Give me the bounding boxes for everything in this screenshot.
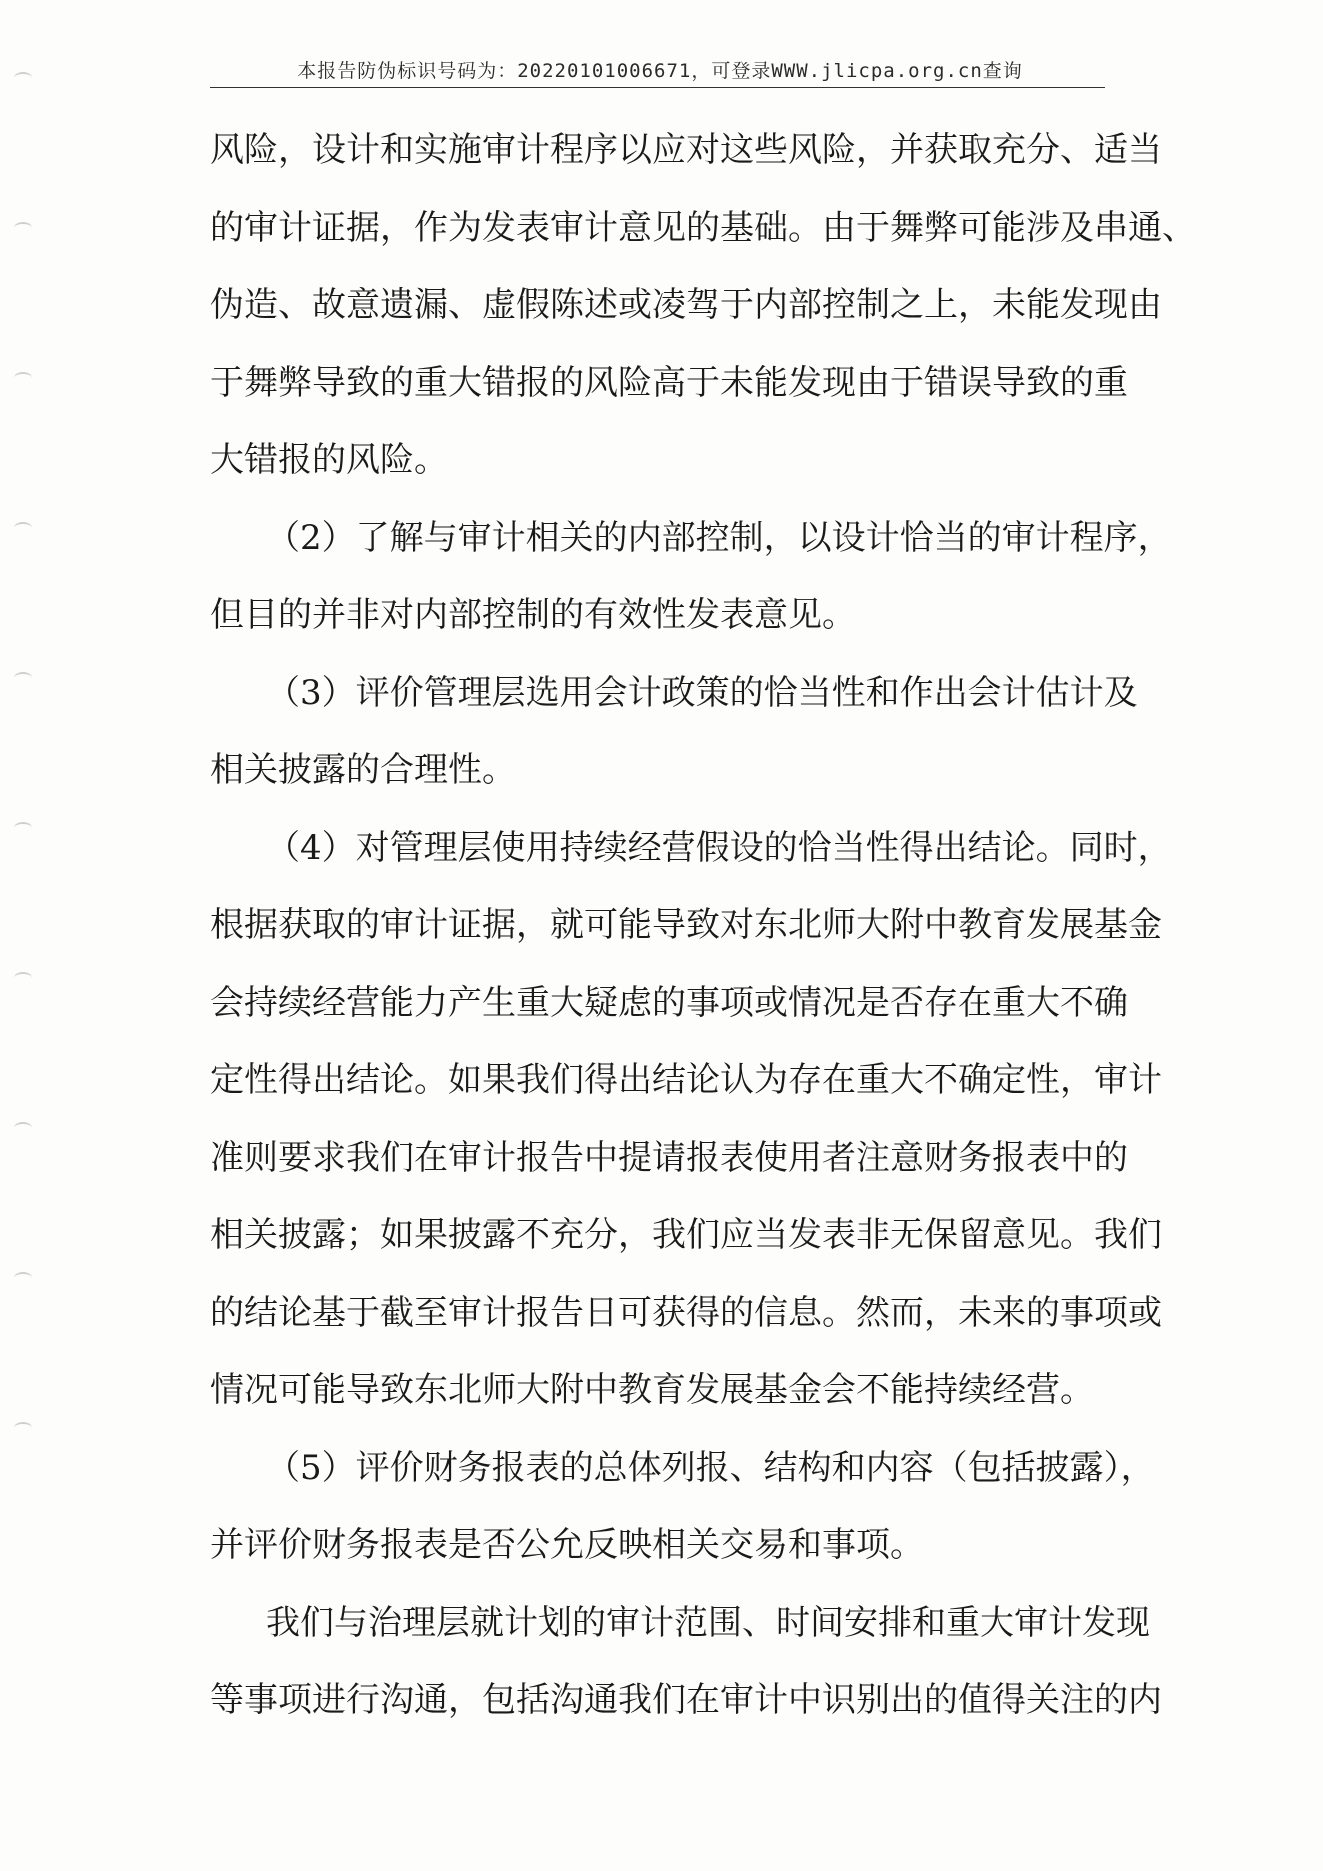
text-line: 根据获取的审计证据，就可能导致对东北师大附中教育发展基金 <box>210 905 1162 945</box>
punch-hole-mark <box>14 972 32 984</box>
punch-hole-mark <box>14 1422 32 1434</box>
text-line: （2）了解与审计相关的内部控制，以设计恰当的审计程序， <box>266 517 1172 558</box>
text-line: 我们与治理层就计划的审计范围、时间安排和重大审计发现 <box>266 1602 1150 1643</box>
text-line: 准则要求我们在审计报告中提请报表使用者注意财务报表中的 <box>210 1137 1128 1178</box>
text-line: （5）评价财务报表的总体列报、结构和内容（包括披露）， <box>266 1447 1155 1488</box>
text-line: 的审计证据，作为发表审计意见的基础。由于舞弊可能涉及串通、 <box>210 207 1196 248</box>
text-line: 情况可能导致东北师大附中教育发展基金会不能持续经营。 <box>210 1370 1094 1410</box>
punch-hole-mark <box>14 672 32 684</box>
punch-hole-mark <box>14 822 32 834</box>
punch-hole-mark <box>14 222 32 234</box>
text-line: 的结论基于截至审计报告日可获得的信息。然而，未来的事项或 <box>210 1292 1162 1333</box>
text-line: 定性得出结论。如果我们得出结论认为存在重大不确定性，审计 <box>210 1060 1162 1100</box>
text-line: （4）对管理层使用持续经营假设的恰当性得出结论。同时， <box>266 827 1172 868</box>
text-line: 风险，设计和实施审计程序以应对这些风险，并获取充分、适当 <box>210 130 1162 170</box>
text-line: 相关披露的合理性。 <box>210 750 516 790</box>
text-line: 于舞弊导致的重大错报的风险高于未能发现由于错误导致的重 <box>210 362 1128 403</box>
header-rule <box>210 87 1105 88</box>
text-line: 伪造、故意遗漏、虚假陈述或凌驾于内部控制之上，未能发现由 <box>210 285 1162 325</box>
text-line: 但目的并非对内部控制的有效性发表意见。 <box>210 595 856 635</box>
text-line: 等事项进行沟通，包括沟通我们在审计中识别出的值得关注的内 <box>210 1680 1162 1720</box>
punch-hole-mark <box>14 522 32 534</box>
text-line: 并评价财务报表是否公允反映相关交易和事项。 <box>210 1525 924 1565</box>
report-body <box>210 112 1196 1740</box>
punch-hole-mark <box>14 372 32 384</box>
anti-counterfeit-header: 本报告防伪标识号码为：20220101006671，可登录WWW.jlicpa.org.cn查询 <box>297 60 1023 82</box>
punch-hole-mark <box>14 72 32 84</box>
text-line: 会持续经营能力产生重大疑虑的事项或情况是否存在重大不确 <box>210 982 1128 1023</box>
text-line: （3）评价管理层选用会计政策的恰当性和作出会计估计及 <box>266 672 1138 713</box>
punch-hole-mark <box>14 1122 32 1134</box>
text-line: 大错报的风险。 <box>210 440 448 480</box>
text-line: 相关披露；如果披露不充分，我们应当发表非无保留意见。我们 <box>210 1215 1162 1255</box>
punch-hole-mark <box>14 1272 32 1284</box>
